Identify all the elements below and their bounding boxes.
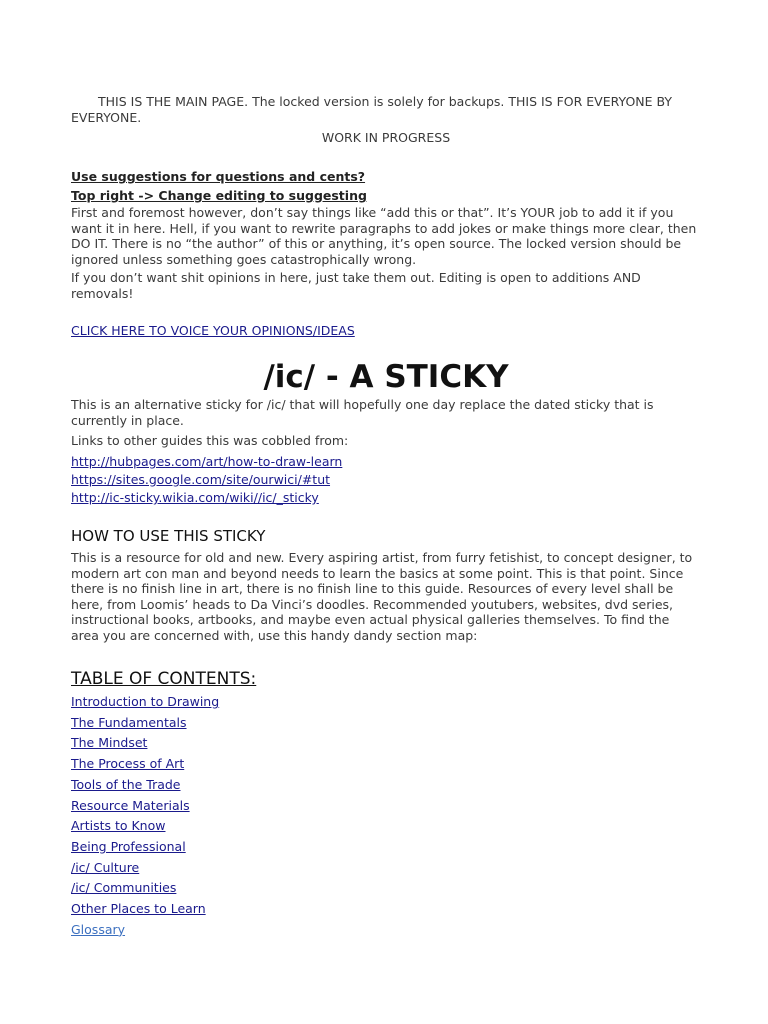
how-to-use-heading: HOW TO USE THIS STICKY: [71, 527, 266, 545]
toc-item: [71, 837, 701, 858]
editing-paragraph: First and foremost however, don’t say things like “add this or that”. It’s YOUR job to add it if you want it in here. Hell, if you want to rewrite paragraphs to add jokes or make things more clear, then DO IT. There is no “the author” of this or anything, it’s open source. The locked version should be ignored unless something goes catastrophically wrong.: [71, 205, 697, 267]
toc-link-resource-materials[interactable]: Resource Materials: [71, 797, 190, 813]
removals-paragraph: If you don’t want shit opinions in here, just take them out. Editing is open to additions AND removals!: [71, 270, 641, 301]
toc-item: [71, 692, 701, 713]
toc-link-tools-of-trade[interactable]: Tools of the Trade: [71, 776, 181, 792]
table-of-contents-heading: TABLE OF CONTENTS:: [71, 669, 257, 689]
document-page: [71, 94, 701, 940]
intro-text: THIS IS THE MAIN PAGE. The locked version is solely for backups. THIS IS FOR EVERYONE BY EVERYONE.: [71, 94, 673, 125]
toc-item: [71, 754, 701, 775]
toc-item: [71, 796, 701, 817]
toc-link-mindset[interactable]: The Mindset: [71, 735, 148, 751]
toc-item: [71, 713, 701, 734]
toc-item: [71, 733, 701, 754]
toc-link-ic-culture[interactable]: /ic/ Culture: [71, 859, 140, 875]
toc-link-ic-communities[interactable]: /ic/ Communities: [71, 880, 177, 896]
toc-item: [71, 858, 701, 879]
ourwici-link[interactable]: https://sites.google.com/site/ourwici/#tut: [71, 472, 331, 487]
toc-item: [71, 920, 701, 941]
work-in-progress-label: WORK IN PROGRESS: [321, 130, 451, 145]
toc-link-glossary[interactable]: Glossary: [71, 921, 126, 937]
toc-item: [71, 878, 701, 899]
suggestions-note: Use suggestions for questions and cents?: [71, 169, 366, 184]
toc-link-fundamentals[interactable]: The Fundamentals: [71, 714, 187, 730]
toc-link-other-places[interactable]: Other Places to Learn: [71, 901, 206, 917]
toc-link-process-of-art[interactable]: The Process of Art: [71, 756, 185, 772]
toc-link-artists-to-know[interactable]: Artists to Know: [71, 818, 166, 834]
sticky-description: This is an alternative sticky for /ic/ that will hopefully one day replace the dated sticky that is currently in place.: [71, 397, 654, 428]
editing-mode-note: Top right -> Change editing to suggesting: [71, 188, 367, 203]
hubpages-link[interactable]: http://hubpages.com/art/how-to-draw-learn: [71, 454, 343, 469]
guides-links-intro: Links to other guides this was cobbled from:: [71, 433, 349, 448]
toc-link-introduction[interactable]: Introduction to Drawing: [71, 694, 220, 709]
toc-item: [71, 775, 701, 796]
toc-item: [71, 816, 701, 837]
how-to-use-body: This is a resource for old and new. Every aspiring artist, from furry fetishist, to concept designer, to modern art con man and beyond needs to learn the basics at some point. This is that point. Since there is no finish line in art, there is no finish line to this guide. Resources of every level shall be here, from Loomis’ heads to Da Vinci’s doodles. Recommended youtubers, websites, dvd series, instructional books, artbooks, and maybe even actual physical galleries themselves. To find the area you are concerned with, use this handy dandy section map:: [71, 550, 693, 643]
table-of-contents: [71, 692, 701, 940]
toc-link-being-professional[interactable]: Being Professional: [71, 838, 186, 854]
ic-sticky-wikia-link[interactable]: http://ic-sticky.wikia.com/wiki//ic/_sticky: [71, 490, 319, 505]
toc-item: [71, 899, 701, 920]
sticky-title: /ic/ - A STICKY: [263, 359, 509, 395]
voice-opinions-link[interactable]: CLICK HERE TO VOICE YOUR OPINIONS/IDEAS: [71, 323, 355, 338]
